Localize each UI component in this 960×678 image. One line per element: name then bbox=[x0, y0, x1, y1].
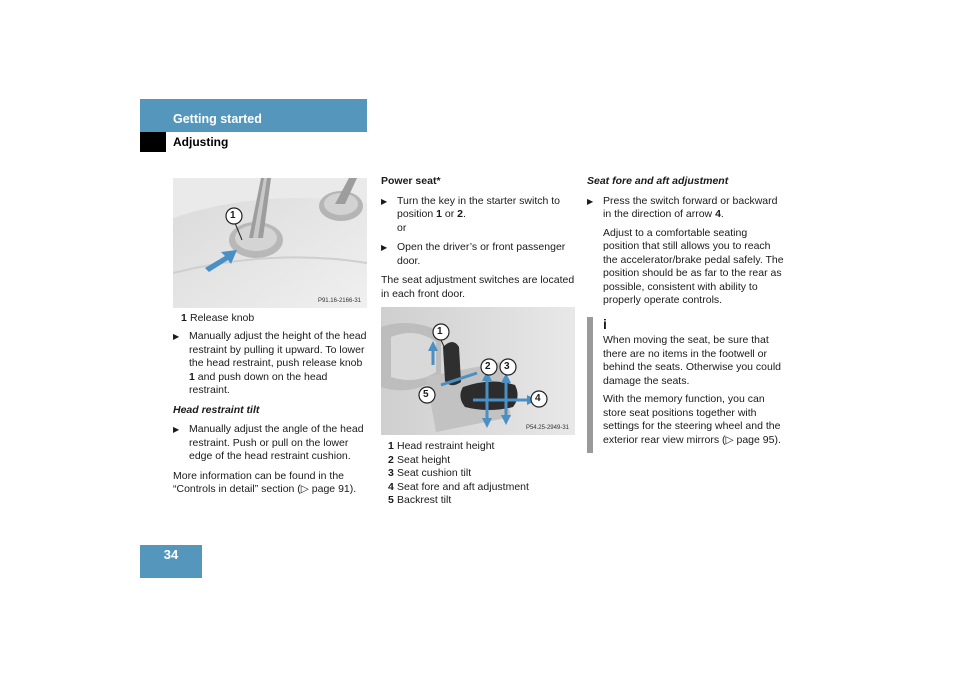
bullet-text: Open the driver’s or front passenger door. bbox=[397, 241, 566, 267]
callout-4: 4 bbox=[535, 393, 541, 404]
caption-text: Release knob bbox=[190, 312, 255, 324]
info-text-1: When moving the seat, be sure that there are no items in the footwell or behind the seats. Otherwise you could damage the seats. bbox=[603, 334, 782, 387]
subsection-title: Adjusting bbox=[173, 135, 229, 149]
left-column-text bbox=[173, 330, 368, 497]
head-restraint-figure bbox=[173, 178, 367, 308]
switch-location-text: The seat adjustment switches are located in each front door. bbox=[381, 274, 575, 300]
power-seat-heading: Power seat* bbox=[381, 175, 441, 187]
bullet-item bbox=[173, 330, 368, 398]
figure-legend bbox=[388, 440, 578, 508]
bullet-item bbox=[173, 423, 368, 464]
more-info-text: More information can be found in the “Controls in detail” section (▷ page 91). bbox=[173, 469, 357, 495]
callout-2: 2 bbox=[485, 361, 491, 372]
position-2: 2 bbox=[457, 208, 463, 220]
tilt-heading: Head restraint tilt bbox=[173, 403, 260, 416]
callout-5: 5 bbox=[423, 389, 429, 400]
figure-code: P54.25-2949-31 bbox=[525, 425, 569, 431]
header-marker bbox=[140, 132, 166, 152]
figure-code: P91.16-2166-31 bbox=[317, 298, 361, 304]
info-icon: i bbox=[603, 316, 607, 332]
info-text-2: With the memory function, you can store seat positions together with settings for the steering wheel and the exterior rear view mirrors (▷ page 95). bbox=[603, 393, 781, 446]
ref-number: 1 bbox=[189, 370, 195, 383]
callout-1: 1 bbox=[437, 326, 443, 337]
callout-3: 3 bbox=[504, 361, 510, 372]
legend-item: 5 Backrest tilt bbox=[388, 494, 452, 506]
bullet-text: Press the switch forward or backward in the direction of arrow bbox=[603, 194, 778, 220]
info-box bbox=[587, 317, 783, 453]
page-number: 34 bbox=[140, 545, 202, 578]
bullet-arrow-icon: ▶ bbox=[587, 196, 594, 206]
bullet-item bbox=[381, 241, 576, 268]
adjust-paragraph: Adjust to a comfortable seating position that still allows you to reach the accelerator/brake pedal safely. The position should be as far to the rear as possible, consistent with ability to properly operate controls. bbox=[603, 226, 784, 306]
legend-item: 3 Seat cushion tilt bbox=[388, 467, 472, 479]
bullet-text: Turn the key in the starter switch to position bbox=[397, 194, 561, 220]
legend-item: 2 Seat height bbox=[388, 453, 451, 466]
seat-switch-figure bbox=[381, 307, 575, 435]
bullet-text: Manually adjust the angle of the head restraint. Push or pull on the lower edge of the head restraint cushion. bbox=[189, 423, 364, 462]
bullet-arrow-icon: ▶ bbox=[173, 425, 180, 434]
ref-number: 4 bbox=[715, 208, 721, 220]
legend-item: 4 Seat fore and aft adjustment bbox=[388, 480, 529, 493]
left-caption bbox=[181, 312, 371, 326]
or-line: or bbox=[397, 221, 407, 234]
bullet-arrow-icon: ▶ bbox=[381, 243, 388, 252]
bullet-item: ▶ Press the switch forward or backward in the direction of arrow 4. bbox=[587, 194, 778, 220]
bullet-arrow-icon: ▶ bbox=[173, 332, 180, 341]
fore-aft-heading: Seat fore and aft adjustment bbox=[587, 175, 729, 187]
callout-1: 1 bbox=[230, 210, 236, 221]
caption-num: 1 bbox=[181, 312, 187, 324]
section-title: Getting started bbox=[173, 112, 262, 126]
position-1: 1 bbox=[436, 208, 442, 220]
middle-column-text bbox=[381, 175, 576, 301]
right-column-text bbox=[587, 175, 785, 308]
bullet-text-end: and push down on the head restraint. bbox=[189, 370, 328, 396]
legend-item: 1 Head restraint height bbox=[388, 440, 495, 452]
bullet-arrow-icon: ▶ bbox=[381, 196, 388, 206]
bullet-item: ▶ Turn the key in the starter switch to position 1 or 2. or bbox=[381, 194, 561, 234]
or-word: or bbox=[444, 208, 455, 220]
bullet-text: Manually adjust the height of the head restraint by pulling it upward. To lower the head restraint, push release knob bbox=[189, 330, 367, 369]
